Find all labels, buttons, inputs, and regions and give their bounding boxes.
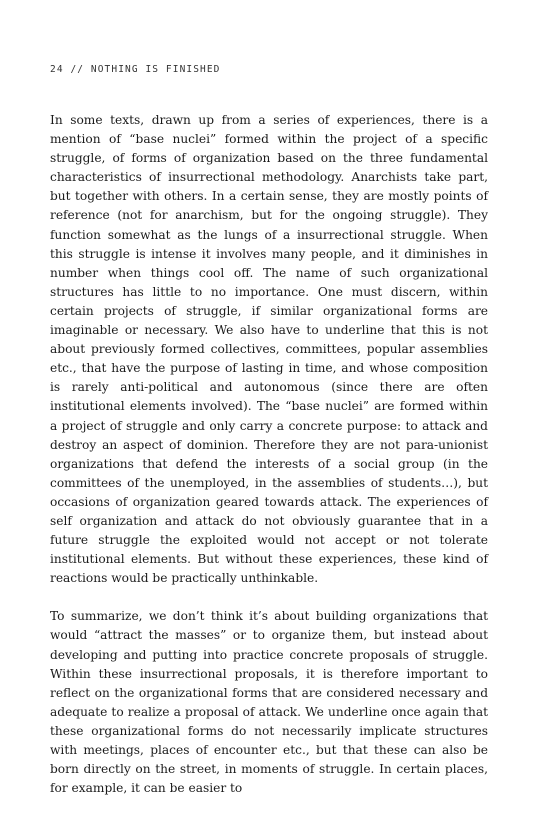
running-head: 24 // NOTHING IS FINISHED [50, 64, 221, 75]
body-text [50, 111, 488, 798]
paragraph-1: In some texts, drawn up from a series of experiences, there is a mention of “base nuclei” formed within the project of a specific struggle, of forms of organization based on the three fundamental characteristics of insurrectional methodology. Anarchists take part, but together with others. In a certain sense, they are mostly points of reference (not for anarchism, but for the ongoing struggle). They function somewhat as the lungs of a insurrectional struggle. When this struggle is intense it involves many people, and it diminishes in number when things cool off. The name of such organizational structures has little to no importance. One must discern, within certain projects of struggle, if similar organizational forms are imaginable or necessary. We also have to underline that this is not about previously formed collectives, committees, popular assemblies etc., that have the purpose of lasting in time, and whose composition is rarely anti-political and autonomous (since there are often institutional elements involved). The “base nuclei” are formed within a project of struggle and only carry a concrete purpose: to attack and destroy an aspect of dominion. Therefore they are not para-unionist organizations that defend the interests of a social group (in the committees of the unemployed, in the assemblies of students…), but occasions of organization geared towards attack. The experiences of self organization and attack do not obviously guarantee that in a future struggle the exploited would not accept or not tolerate institutional elements. But without these experiences, these kind of reactions would be practically unthinkable. [50, 113, 488, 586]
paragraph-2: To summarize, we don’t think it’s about building organizations that would “attract the masses” or to organize them, but instead about developing and putting into practice concrete proposals of struggle. Within these insurrectional proposals, it is therefore important to reflect on the organizational forms that are considered necessary and adequate to realize a proposal of attack. We underline once again that these organizational forms do not necessarily implicate structures with meetings, places of encounter etc., but that these can also be born directly on the street, in moments of struggle. In certain places, for example, it can be easier to [50, 609, 488, 796]
